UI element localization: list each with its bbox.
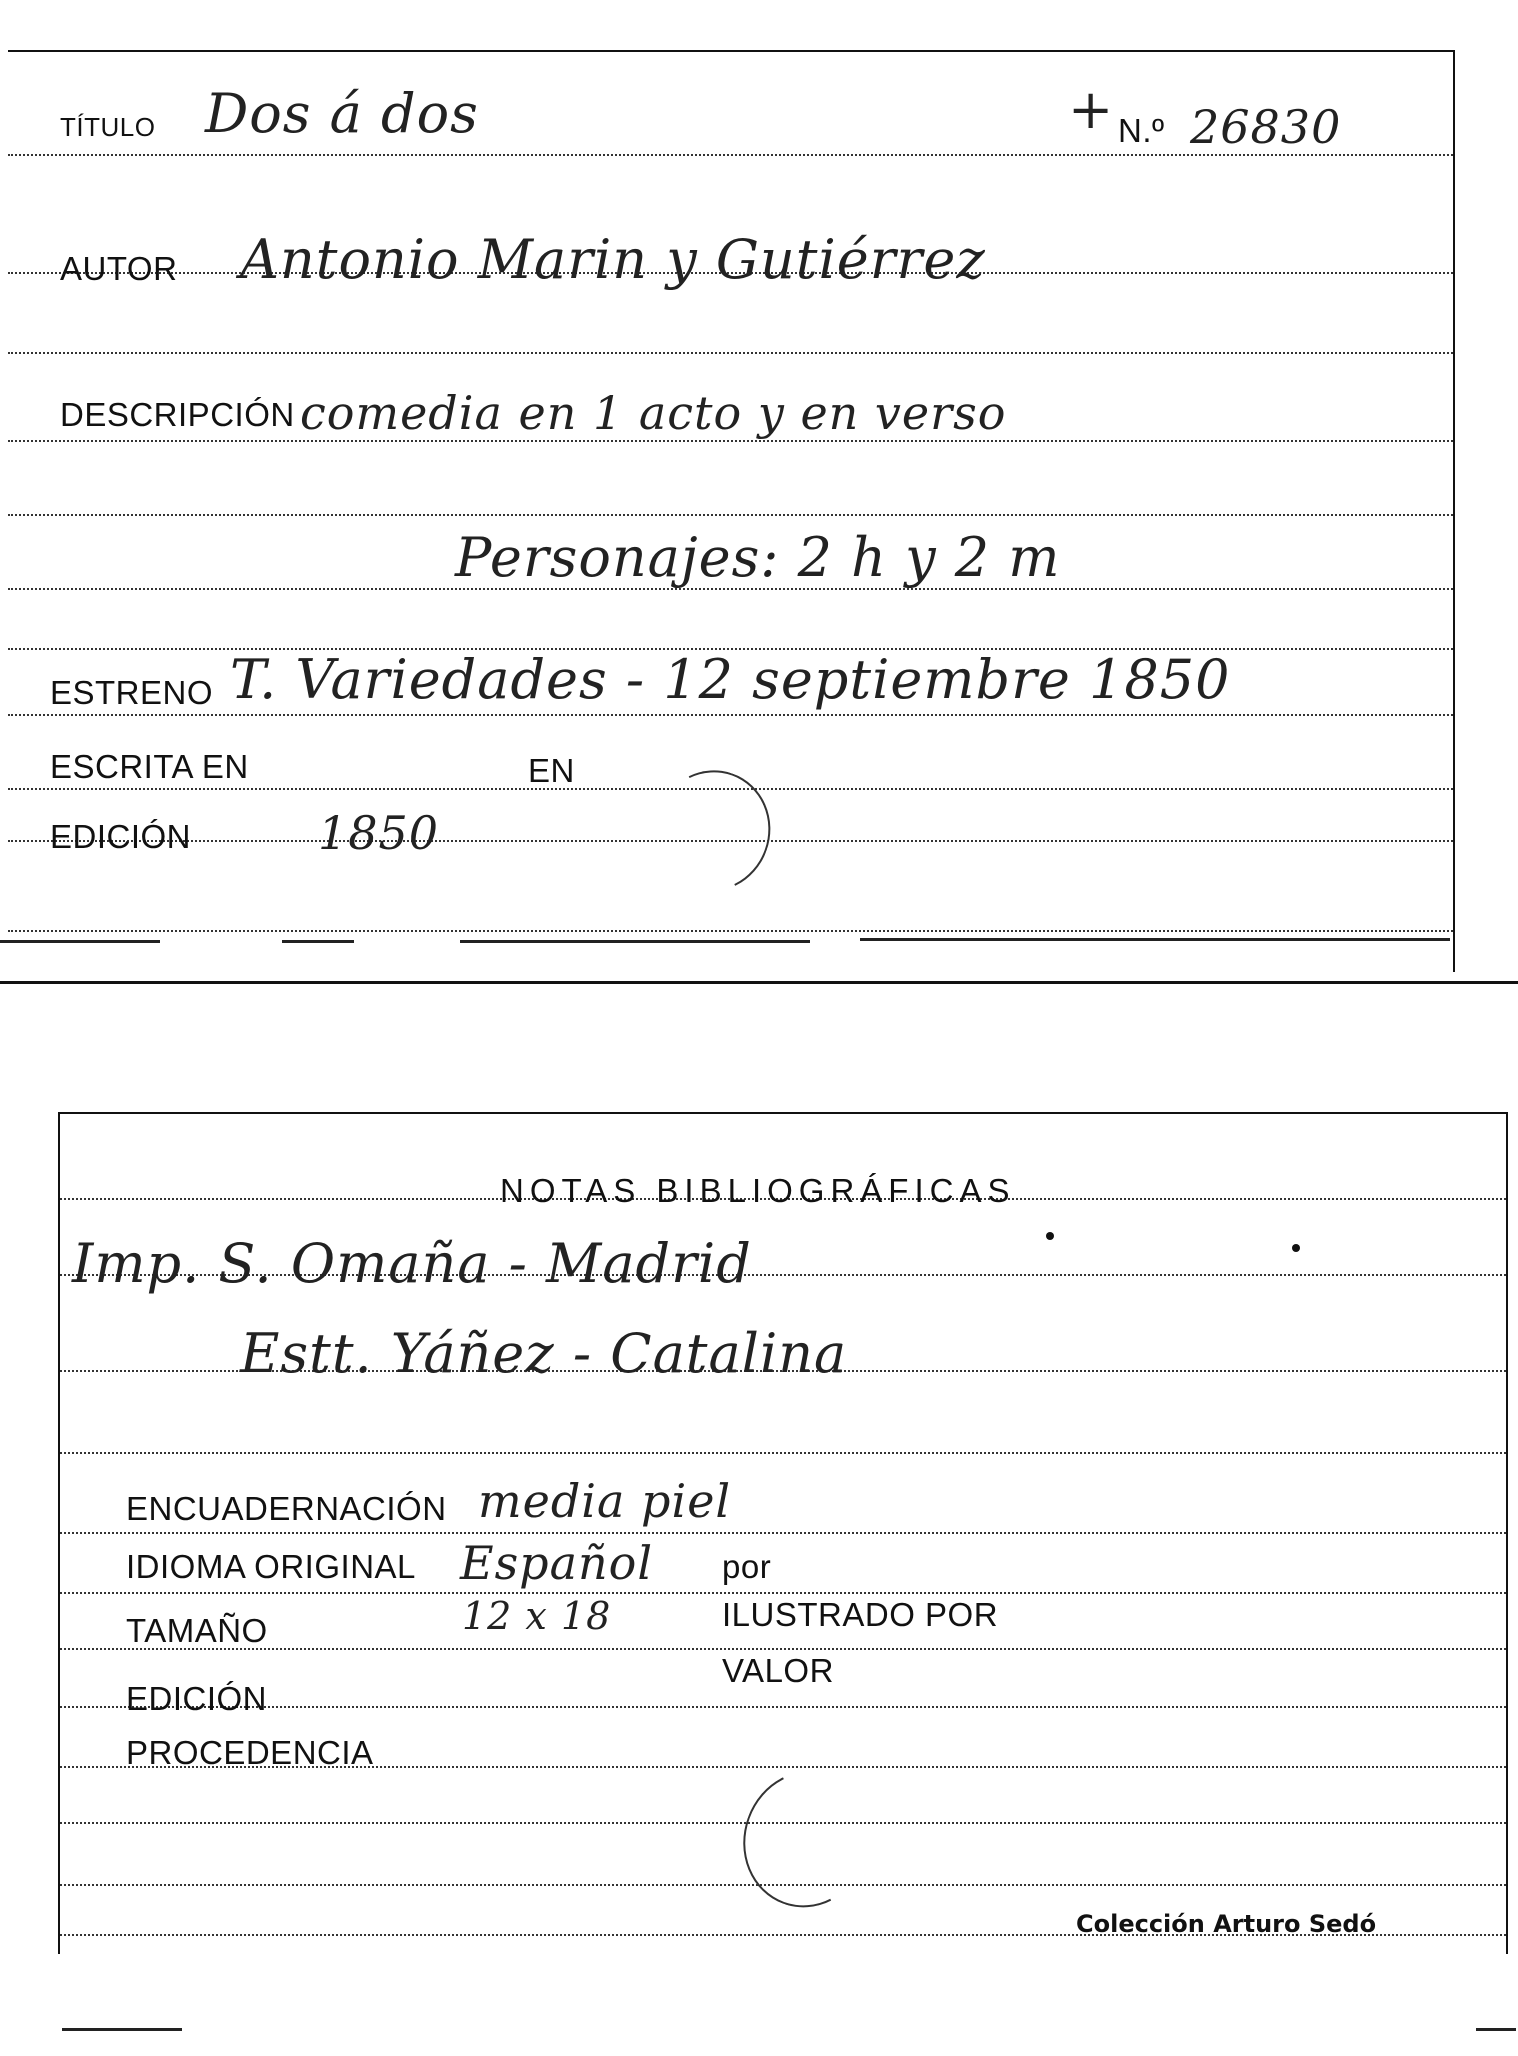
autor-label: AUTOR	[60, 250, 178, 287]
numero-mark: +	[1068, 78, 1115, 141]
por-label: por	[722, 1548, 772, 1585]
ruled-line	[60, 1648, 1506, 1650]
note-line-2: Estt. Yáñez - Catalina	[240, 1322, 848, 1385]
estreno-value: T. Variedades - 12 septiembre 1850	[230, 648, 1231, 711]
encuadernacion-label: ENCUADERNACIÓN	[126, 1490, 447, 1527]
edicion-label: EDICIÓN	[50, 818, 192, 855]
titulo-label: TÍTULO	[60, 112, 156, 142]
escrita-en-label: ESCRITA EN	[50, 748, 249, 785]
card-edge-dash	[1476, 2028, 1516, 2031]
ruled-line	[60, 1706, 1506, 1708]
note-line-1: Imp. S. Omaña - Madrid	[72, 1232, 752, 1295]
ruled-line	[60, 1452, 1506, 1454]
personajes-value: Personajes: 2 h y 2 m	[455, 526, 1061, 589]
card-separator	[0, 981, 1518, 984]
ruled-line	[8, 154, 1453, 156]
card-edge-dash	[0, 940, 160, 943]
notas-heading: NOTAS BIBLIOGRÁFICAS	[500, 1172, 1016, 1209]
ruled-line	[8, 440, 1453, 442]
ilustrado-label: ILUSTRADO POR	[722, 1596, 999, 1633]
ruled-line	[8, 714, 1453, 716]
ruled-line	[8, 930, 1453, 932]
en-label: EN	[528, 752, 575, 789]
numero-label: N.º	[1118, 112, 1165, 149]
ink-dot	[1046, 1232, 1054, 1240]
ruled-line	[8, 352, 1453, 354]
idioma-value: Español	[460, 1536, 654, 1590]
card-edge-dash	[282, 940, 354, 943]
idioma-label: IDIOMA ORIGINAL	[126, 1548, 416, 1585]
descripcion-label: DESCRIPCIÓN	[60, 396, 295, 433]
coleccion-footer: Colección Arturo Sedó	[1076, 1910, 1377, 1938]
descripcion-value: comedia en 1 acto y en verso	[300, 386, 1007, 440]
titulo-value: Dos á dos	[205, 82, 479, 145]
encuadernacion-value: media piel	[478, 1474, 732, 1528]
edicion-value: 1850	[318, 806, 440, 860]
ruled-line	[60, 1532, 1506, 1534]
ruled-line	[8, 514, 1453, 516]
card-edge-dash	[62, 2028, 182, 2031]
valor-label: VALOR	[722, 1652, 834, 1689]
procedencia-label: PROCEDENCIA	[126, 1734, 374, 1771]
estreno-label: ESTRENO	[50, 674, 214, 711]
numero-value: 26830	[1190, 100, 1342, 154]
autor-value: Antonio Marin y Gutiérrez	[240, 228, 986, 291]
card-edge-dash	[860, 938, 1450, 941]
ruled-line	[60, 1592, 1506, 1594]
edicion-back-label: EDICIÓN	[126, 1680, 268, 1717]
ink-dot	[1292, 1244, 1300, 1252]
tamano-value: 12 x 18	[462, 1594, 612, 1638]
card-edge-dash	[460, 940, 810, 943]
tamano-label: TAMAÑO	[126, 1612, 268, 1649]
